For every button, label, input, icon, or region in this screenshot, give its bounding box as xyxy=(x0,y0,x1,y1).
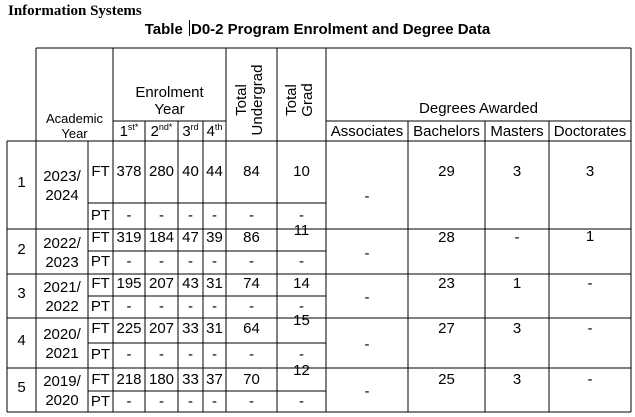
row-doctorates: 1 xyxy=(585,228,595,245)
row-academic-year-line2: 2022 xyxy=(45,298,79,315)
row-academic-year-line2: 2024 xyxy=(45,187,79,204)
header-total-undergrad xyxy=(234,52,268,148)
header-year-2 xyxy=(145,124,178,139)
row-ft-y4: 44 xyxy=(206,163,223,180)
header-enrolment-line2: Year xyxy=(154,101,185,118)
header-enrolment-line1: Enrolment xyxy=(135,84,204,101)
row-ft-y4: 37 xyxy=(206,371,223,388)
header-masters: Masters xyxy=(490,123,544,140)
row-pt-undergrad: - xyxy=(249,346,254,363)
row-academic-year-line2: 2020 xyxy=(45,392,79,409)
row-ft-y3: 33 xyxy=(182,320,199,337)
row-pt-grad: - xyxy=(299,298,304,315)
row-pt-grad: - xyxy=(299,346,304,363)
header-year-3 xyxy=(178,124,203,139)
row-pt-y1: - xyxy=(126,298,132,315)
row-academic-year-line2: 2021 xyxy=(45,345,79,362)
row-associates: - xyxy=(364,188,370,205)
header-year-suffix: st* xyxy=(127,122,139,132)
row-ft-y1: 195 xyxy=(116,275,142,292)
row-pt-y4: - xyxy=(212,298,217,315)
header-year-number: 2 xyxy=(150,123,159,140)
row-ft-y3: 40 xyxy=(182,163,199,180)
row-pt-label: PT xyxy=(90,346,111,363)
row-academic-year xyxy=(36,325,88,363)
header-academic-year-line2: Year xyxy=(61,126,88,141)
row-bachelors: 29 xyxy=(438,163,455,180)
row-bachelors: 28 xyxy=(438,229,455,246)
header-enrolment-year xyxy=(113,84,226,118)
row-masters: 3 xyxy=(512,320,522,337)
row-pt-label: PT xyxy=(90,253,111,270)
row-academic-year xyxy=(36,372,88,410)
row-ft-y2: 207 xyxy=(148,320,175,337)
row-pt-y1: - xyxy=(126,346,132,363)
row-ft-label: FT xyxy=(91,229,110,246)
row-academic-year-line1: 2019/ xyxy=(43,373,81,390)
header-total-undergrad-line1: Total xyxy=(233,84,250,116)
row-ft-y3: 47 xyxy=(182,229,199,246)
row-ft-grad: 15 xyxy=(293,312,310,329)
header-year-suffix: nd* xyxy=(158,122,173,132)
row-ft-label: FT xyxy=(91,163,110,180)
row-pt-y4: - xyxy=(212,393,217,410)
row-bachelors: 23 xyxy=(438,275,455,292)
header-total-grad xyxy=(284,52,318,148)
row-ft-grad: 12 xyxy=(293,362,310,379)
row-pt-y2: - xyxy=(159,298,164,315)
row-academic-year-line2: 2023 xyxy=(45,253,79,271)
row-pt-y1: - xyxy=(126,253,132,270)
row-academic-year xyxy=(36,278,88,316)
header-year-1 xyxy=(113,124,145,139)
row-ft-y1: 225 xyxy=(116,320,142,337)
department-heading: Information Systems xyxy=(8,3,142,19)
row-ft-y1: 218 xyxy=(116,371,142,388)
row-pt-undergrad: - xyxy=(249,207,254,224)
row-academic-year-line1: 2021/ xyxy=(43,279,81,296)
row-pt-undergrad: - xyxy=(249,298,254,315)
table-title-text: D0-2 Program Enrolment and Degree Data xyxy=(190,21,491,38)
row-doctorates: - xyxy=(587,275,593,292)
header-year-suffix: th xyxy=(214,122,223,132)
row-pt-y4: - xyxy=(212,207,217,224)
row-ft-label: FT xyxy=(91,371,110,388)
row-pt-grad: - xyxy=(299,253,304,270)
row-pt-y3: - xyxy=(188,298,193,315)
row-ft-y1: 378 xyxy=(116,163,142,180)
header-year-number: 4 xyxy=(206,123,215,140)
row-pt-label: PT xyxy=(90,207,111,224)
row-pt-y2: - xyxy=(159,253,164,270)
header-total-grad-line1: Total xyxy=(283,84,300,116)
row-index: 4 xyxy=(17,332,26,349)
row-ft-undergrad: 70 xyxy=(243,371,260,388)
row-pt-grad: - xyxy=(299,207,304,224)
row-pt-label: PT xyxy=(90,298,111,315)
row-associates: - xyxy=(364,289,370,306)
header-year-suffix: rd xyxy=(190,122,199,132)
row-ft-y3: 33 xyxy=(182,371,199,388)
row-doctorates: - xyxy=(587,320,593,337)
row-index: 2 xyxy=(17,240,26,258)
row-doctorates: - xyxy=(587,371,593,388)
row-pt-label: PT xyxy=(90,393,111,410)
row-pt-y1: - xyxy=(126,207,132,224)
row-pt-y3: - xyxy=(188,207,193,224)
header-year-number: 3 xyxy=(182,123,191,140)
row-ft-undergrad: 86 xyxy=(243,229,260,246)
row-pt-y3: - xyxy=(188,346,193,363)
row-index: 1 xyxy=(17,174,26,191)
row-pt-undergrad: - xyxy=(249,253,254,270)
row-pt-y2: - xyxy=(159,393,164,410)
row-associates: - xyxy=(364,336,370,353)
row-ft-y2: 184 xyxy=(148,229,175,246)
row-masters: 3 xyxy=(512,163,522,180)
row-academic-year xyxy=(36,167,88,205)
row-index: 5 xyxy=(17,379,26,396)
row-ft-label: FT xyxy=(91,320,110,337)
row-ft-y3: 43 xyxy=(182,275,199,292)
header-year-4 xyxy=(203,124,226,139)
header-bachelors: Bachelors xyxy=(413,123,480,140)
row-ft-undergrad: 84 xyxy=(243,163,260,180)
table-title-prefix: Table xyxy=(144,21,187,38)
row-doctorates: 3 xyxy=(585,163,595,180)
row-ft-y4: 39 xyxy=(206,229,223,246)
row-academic-year xyxy=(36,234,88,272)
row-ft-grad: 11 xyxy=(293,222,310,239)
row-ft-undergrad: 74 xyxy=(243,275,260,292)
row-academic-year-line1: 2022/ xyxy=(43,234,81,252)
row-pt-y1: - xyxy=(126,393,132,410)
row-academic-year-line1: 2023/ xyxy=(43,168,81,185)
row-index: 3 xyxy=(17,285,26,302)
row-ft-y4: 31 xyxy=(206,320,223,337)
header-degrees-awarded: Degrees Awarded xyxy=(419,100,538,117)
row-ft-y2: 280 xyxy=(148,163,175,180)
row-masters: - xyxy=(514,229,520,246)
row-associates: - xyxy=(364,244,370,262)
header-associates: Associates xyxy=(330,123,404,140)
row-pt-y3: - xyxy=(188,253,193,270)
header-total-grad-line2: Grad xyxy=(299,83,316,117)
row-associates: - xyxy=(364,383,370,400)
row-masters: 3 xyxy=(512,371,522,388)
row-ft-label: FT xyxy=(91,275,110,292)
row-pt-y3: - xyxy=(188,393,193,410)
row-ft-undergrad: 64 xyxy=(243,320,260,337)
row-academic-year-line1: 2020/ xyxy=(43,326,81,343)
row-pt-y2: - xyxy=(159,346,164,363)
header-academic-year-line1: Academic xyxy=(45,111,104,126)
row-masters: 1 xyxy=(512,275,522,292)
row-bachelors: 25 xyxy=(438,371,455,388)
row-bachelors: 27 xyxy=(438,320,455,337)
header-doctorates: Doctorates xyxy=(553,123,627,140)
row-pt-undergrad: - xyxy=(249,393,254,410)
header-year-number: 1 xyxy=(119,123,128,140)
row-pt-y4: - xyxy=(212,253,217,270)
header-total-undergrad-line2: Undergrad xyxy=(249,64,266,136)
header-academic-year xyxy=(36,111,113,141)
row-ft-y1: 319 xyxy=(116,229,142,246)
row-ft-y2: 207 xyxy=(148,275,175,292)
row-pt-grad: - xyxy=(299,393,304,410)
row-ft-y2: 180 xyxy=(148,371,175,388)
row-ft-grad: 10 xyxy=(293,163,310,180)
row-ft-grad: 14 xyxy=(293,275,310,292)
row-ft-y4: 31 xyxy=(206,275,223,292)
row-pt-y4: - xyxy=(212,346,217,363)
row-pt-y2: - xyxy=(159,207,164,224)
